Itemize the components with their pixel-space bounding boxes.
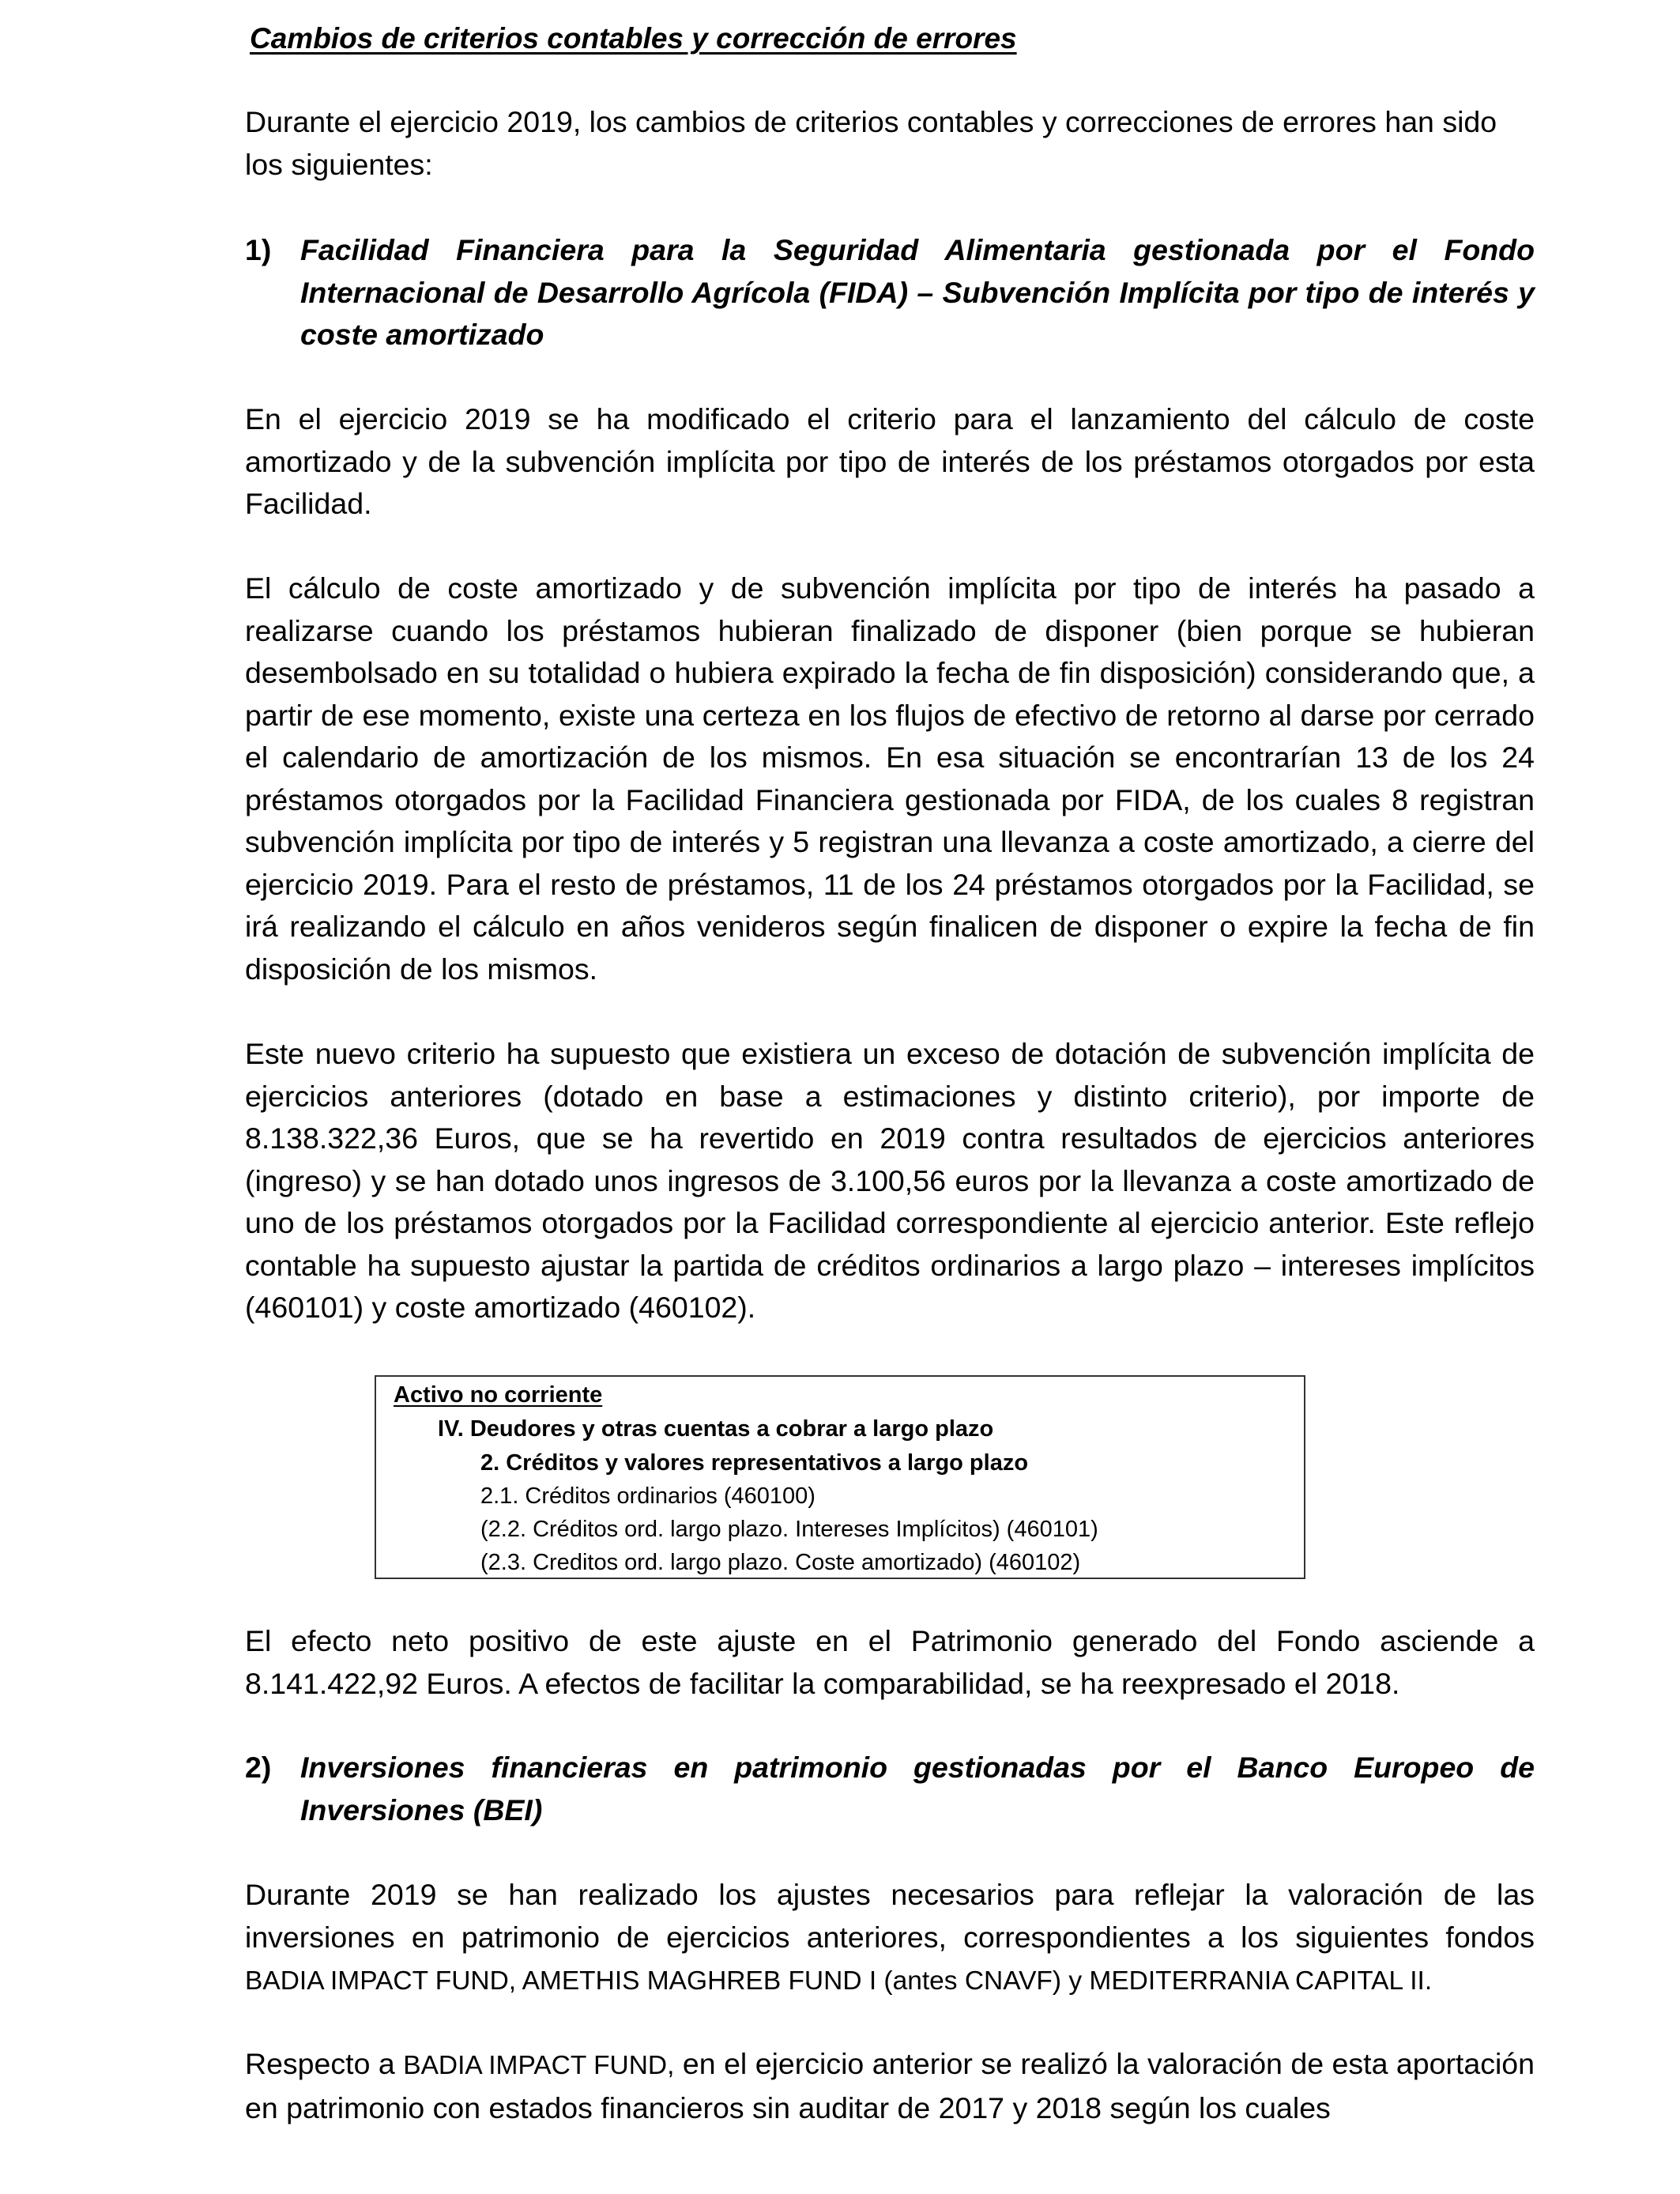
paragraph-6-fund: BADIA IMPACT FUND, xyxy=(403,2051,675,2080)
paragraph-5-funds: BADIA IMPACT FUND, AMETHIS MAGHREB FUND I (antes CNAVF) y MEDITERRANIA CAPITAL II. xyxy=(245,1966,1433,1996)
accounts-line: (2.3. Creditos ord. largo plazo. Coste amortizado) (460102) xyxy=(480,1550,1081,1575)
paragraph-5-lead: Durante 2019 se han realizado los ajustes necesarios para reflejar la valoración de las inversiones en patrimonio de ejercicios anteriores, correspondientes a los siguientes fondos xyxy=(245,1878,1535,1954)
paragraph-6-lead: Respecto a xyxy=(245,2047,395,2080)
paragraph-4: El efecto neto positivo de este ajuste en el Patrimonio generado del Fondo asciende a 8.141.422,92 Euros. A efectos de facilitar la comparabilidad, se ha reexpresado el 2018. xyxy=(245,1624,1535,1700)
accounts-box xyxy=(375,1375,1305,1579)
item-1-number: 1) xyxy=(245,233,272,266)
section-title: Cambios de criterios contables y corrección de errores xyxy=(250,22,1017,55)
paragraph-2: El cálculo de coste amortizado y de subvención implícita por tipo de interés ha pasado a realizarse cuando los préstamos hubieran finalizado de disponer (bien porque se hubieran desembolsado en su totalidad o hubiera expirado la fecha de fin disposición) considerando que, a partir de ese momento, existe una certeza en los flujos de efectivo de retorno al darse por cerrado el calendario de amortización de los mismos. En esa situación se encontrarían 13 de los 24 préstamos otorgados por la Facilidad Financiera gestionada por FIDA, de los cuales 8 registran subvención implícita por tipo de interés y 5 registran una llevanza a coste amortizado, a cierre del ejercicio 2019. Para el resto de préstamos, 11 de los 24 préstamos otorgados por la Facilidad, se irá realizando el cálculo en años venideros según finalicen de disponer o expire la fecha de fin disposición de los mismos. xyxy=(245,571,1535,986)
intro-paragraph: Durante el ejercicio 2019, los cambios de criterios contables y correcciones de errores han sido los siguientes: xyxy=(245,105,1497,181)
paragraph-1: En el ejercicio 2019 se ha modificado el criterio para el lanzamiento del cálculo de coste amortizado y de la subvención implícita por tipo de interés de los préstamos otorgados por esta Facilidad. xyxy=(245,402,1535,520)
item-2-title: Inversiones financieras en patrimonio gestionadas por el Banco Europeo de Inversiones (BEI) xyxy=(300,1751,1535,1826)
accounts-line: 2.1. Créditos ordinarios (460100) xyxy=(480,1483,816,1509)
item-1-title: Facilidad Financiera para la Seguridad Alimentaria gestionada por el Fondo Internacional de Desarrollo Agrícola (FIDA) – Subvención Implícita por tipo de interés y coste amortizado xyxy=(300,233,1535,351)
item-1-heading xyxy=(245,229,1535,356)
paragraph-6-rest: en el ejercicio anterior se realizó la valoración de esta aportación en patrimonio con estados financieros sin auditar de 2017 y 2018 según los cuales xyxy=(245,2047,1535,2124)
paragraph-3: Este nuevo criterio ha supuesto que existiera un exceso de dotación de subvención implícita de ejercicios anteriores (dotado en base a estimaciones y distinto criterio), por importe de 8.138.322,36 Euros, que se ha revertido en 2019 contra resultados de ejercicios anteriores (ingreso) y se han dotado unos ingresos de 3.100,56 euros por la llevanza a coste amortizado de uno de los préstamos otorgados por la Facilidad correspondiente al ejercicio anterior. Este reflejo contable ha supuesto ajustar la partida de créditos ordinarios a largo plazo – intereses implícitos (460101) y coste amortizado (460102). xyxy=(245,1037,1535,1324)
item-2-number: 2) xyxy=(245,1751,272,1784)
accounts-line: IV. Deudores y otras cuentas a cobrar a largo plazo xyxy=(438,1416,994,1442)
paragraph-5 xyxy=(245,1874,1535,2003)
accounts-heading: Activo no corriente xyxy=(394,1382,603,1408)
paragraph-6 xyxy=(245,2043,1535,2129)
accounts-line: (2.2. Créditos ord. largo plazo. Intereses Implícitos) (460101) xyxy=(480,1517,1098,1542)
item-2-heading xyxy=(245,1747,1535,1831)
accounts-line: 2. Créditos y valores representativos a largo plazo xyxy=(480,1450,1029,1476)
